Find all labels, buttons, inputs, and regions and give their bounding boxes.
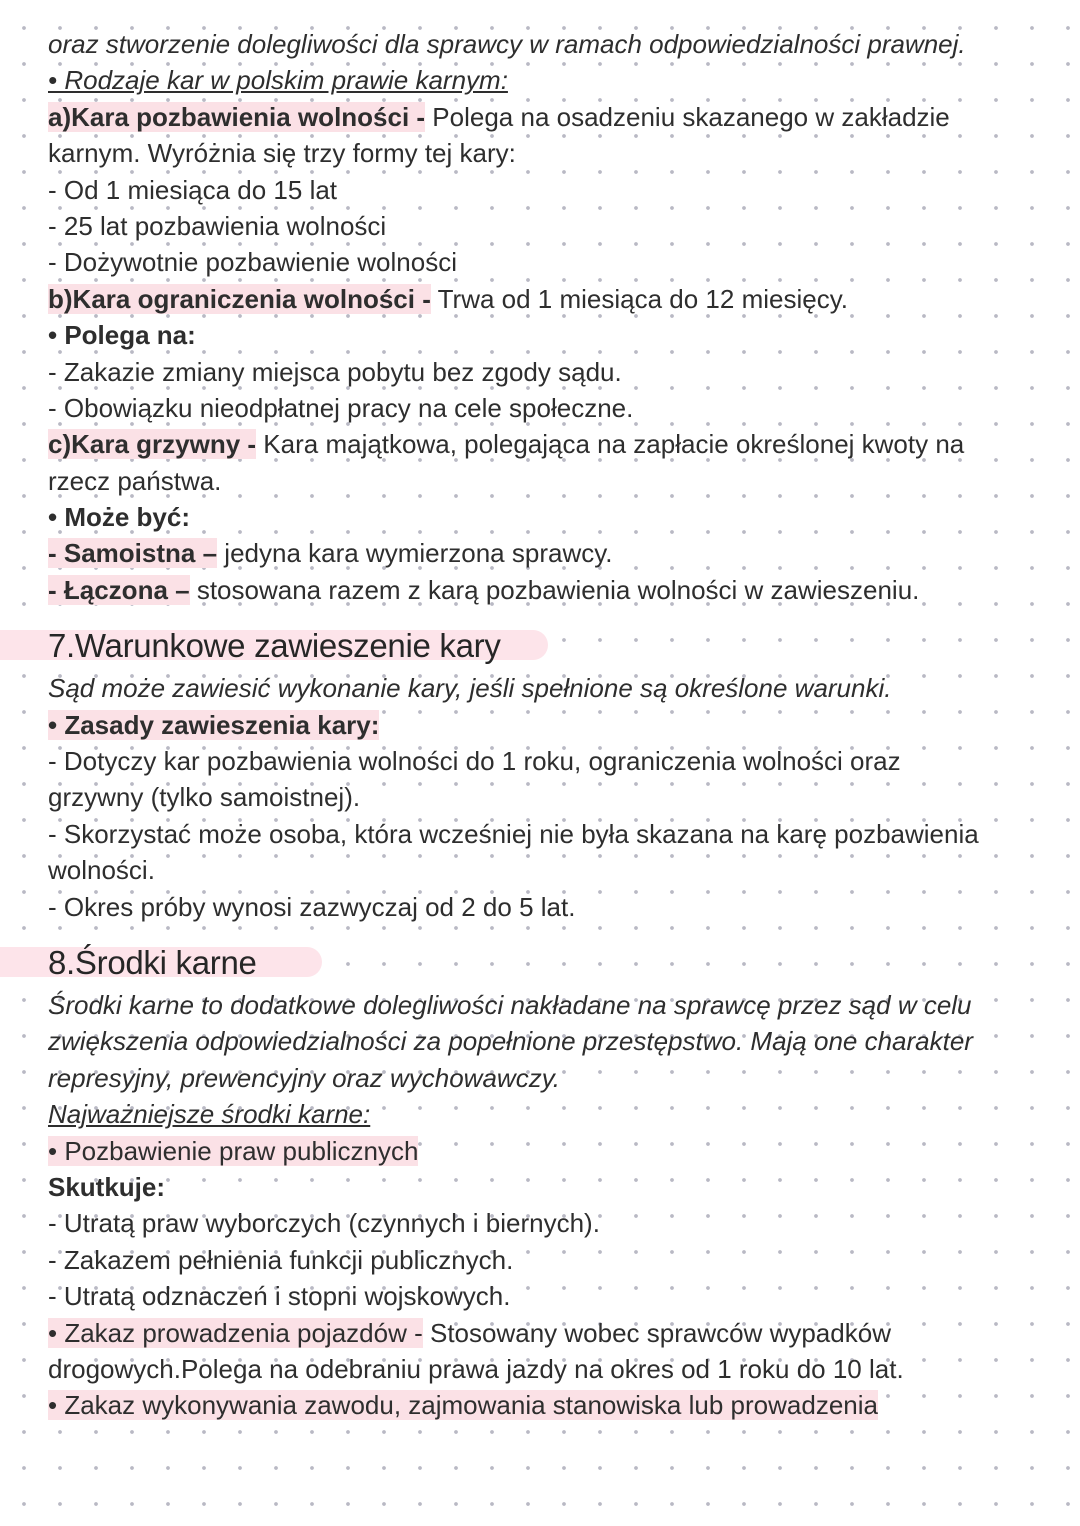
section-7-title: 7.Warunkowe zawieszenie kary bbox=[48, 627, 501, 665]
list-item: - Obowiązku nieodpłatnej pracy na cele społeczne. bbox=[48, 392, 634, 423]
penalty-a-text-cont: karnym. Wyróżnia się trzy formy tej kary: bbox=[48, 138, 516, 169]
penalty-c-subheading: • Może być: bbox=[48, 502, 191, 533]
penalty-b-subheading: • Polega na: bbox=[48, 320, 196, 351]
fine-combined-text: stosowana razem z karą pozbawienia wolności w zawieszeniu. bbox=[189, 574, 920, 605]
penalty-b-text: Trwa od 1 miesiąca do 12 miesięcy. bbox=[430, 283, 849, 314]
punishment-types-heading: • Rodzaje kar w polskim prawie karnym: bbox=[48, 65, 508, 96]
list-item: - Skorzystać może osoba, która wcześniej nie była skazana na karę pozbawienia bbox=[48, 818, 979, 849]
effects-label: Skutkuje: bbox=[48, 1171, 166, 1202]
section-7-header bbox=[48, 624, 1048, 670]
list-item: - Dożywotnie pozbawienie wolności bbox=[48, 247, 457, 278]
measure-driving-ban bbox=[48, 1315, 1048, 1351]
section-7-rules-heading: • Zasady zawieszenia kary: bbox=[48, 709, 380, 740]
list-item: wolności. bbox=[48, 855, 155, 886]
list-item: - Zakazem pełnienia funkcji publicznych. bbox=[48, 1244, 514, 1275]
measure-driving-ban-label: • Zakaz prowadzenia pojazdów - bbox=[48, 1317, 423, 1348]
penalty-a bbox=[48, 99, 1048, 135]
fine-combined bbox=[48, 572, 1048, 608]
penalty-c-text-cont: rzecz państwa. bbox=[48, 465, 222, 496]
section-7-intro: Sąd może zawiesić wykonanie kary, jeśli spełnione są określone warunki. bbox=[48, 673, 892, 704]
penalty-b bbox=[48, 281, 1048, 317]
measure-driving-ban-text: Stosowany wobec sprawców wypadków bbox=[422, 1317, 891, 1348]
list-item: - 25 lat pozbawienia wolności bbox=[48, 210, 387, 241]
list-item: grzywny (tylko samoistnej). bbox=[48, 782, 361, 813]
measure-public-rights: • Pozbawienie praw publicznych bbox=[48, 1135, 419, 1166]
section-8-intro: Środki karne to dodatkowe dolegliwości nakładane na sprawcę przez sąd w celu bbox=[48, 989, 972, 1020]
list-item: - Od 1 miesiąca do 15 lat bbox=[48, 174, 338, 205]
fine-standalone bbox=[48, 535, 1048, 571]
section-8-header bbox=[48, 941, 1048, 987]
fine-standalone-text: jedyna kara wymierzona sprawcy. bbox=[217, 538, 613, 569]
list-item: - Utratą odznaczeń i stopni wojskowych. bbox=[48, 1281, 511, 1312]
penalty-a-label: a)Kara pozbawienia wolności - bbox=[48, 101, 426, 132]
section-8-intro: represyjny, prewencyjny oraz wychowawczy. bbox=[48, 1062, 560, 1093]
penalty-b-label: b)Kara ograniczenia wolności - bbox=[48, 283, 431, 314]
intro-line: oraz stworzenie dolegliwości dla sprawcy w ramach odpowiedzialności prawnej. bbox=[48, 29, 966, 59]
fine-combined-label: - Łączona – bbox=[48, 574, 190, 605]
fine-standalone-label: - Samoistna – bbox=[48, 538, 218, 569]
notes-page bbox=[48, 26, 1048, 1424]
list-item: - Dotyczy kar pozbawienia wolności do 1 roku, ograniczenia wolności oraz bbox=[48, 746, 901, 777]
measure-driving-ban-cont: drogowych.Polega na odebraniu prawa jazdy na okres od 1 roku do 10 lat. bbox=[48, 1353, 904, 1384]
section-8-title: 8.Środki karne bbox=[48, 943, 257, 981]
list-item: - Utratą praw wyborczych (czynnych i biernych). bbox=[48, 1208, 600, 1239]
penalty-c-label: c)Kara grzywny - bbox=[48, 429, 257, 460]
list-item: - Zakazie zmiany miejsca pobytu bez zgody sądu. bbox=[48, 356, 622, 387]
list-item: - Okres próby wynosi zazwyczaj od 2 do 5 lat. bbox=[48, 891, 576, 922]
important-measures-heading: Najważniejsze środki karne: bbox=[48, 1099, 371, 1130]
penalty-c-text: Kara majątkowa, polegająca na zapłacie określonej kwoty na bbox=[256, 429, 965, 460]
penalty-a-text: Polega na osadzeniu skazanego w zakładzie bbox=[425, 101, 950, 132]
measure-profession-ban: • Zakaz wykonywania zawodu, zajmowania stanowiska lub prowadzenia bbox=[48, 1390, 878, 1421]
section-8-intro: zwiększenia odpowiedzialności za popełnione przestępstwo. Mają one charakter bbox=[48, 1026, 973, 1057]
penalty-c bbox=[48, 426, 1048, 462]
